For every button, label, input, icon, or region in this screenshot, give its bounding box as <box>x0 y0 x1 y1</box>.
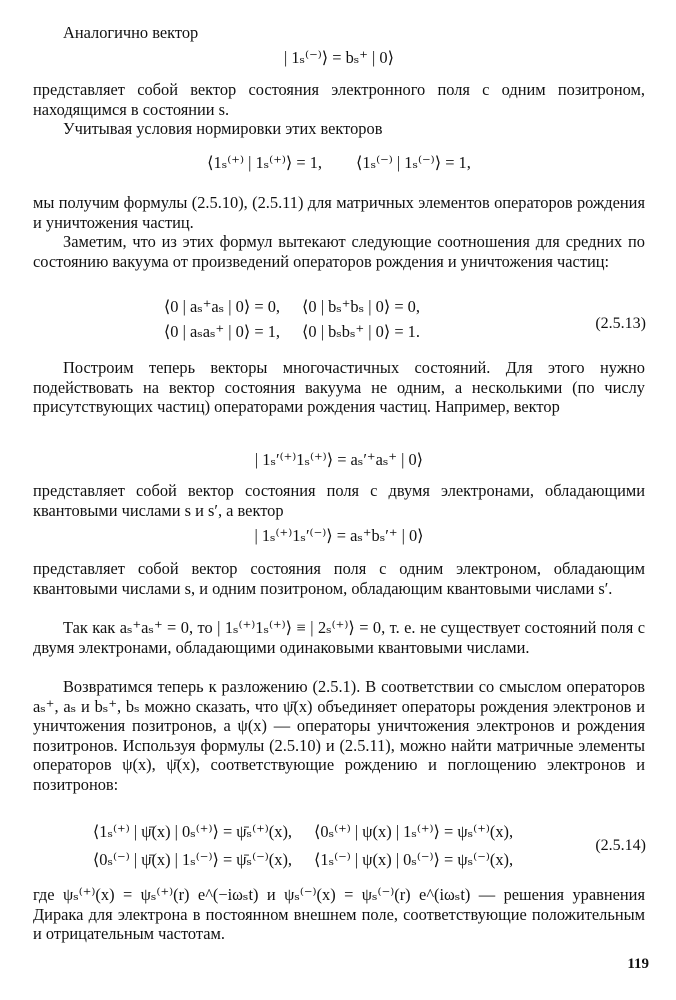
paragraph-4: мы получим формулы (2.5.10), (2.5.11) для матричных элементов операторов рождения и уничтожения частиц. <box>33 193 645 232</box>
equation-6d: ⟨1ₛ⁽⁻⁾ | ψ(x) | 0ₛ⁽⁻⁾⟩ = ψₛ⁽⁻⁾(x), <box>314 850 514 869</box>
equation-3-number: (2.5.13) <box>595 315 646 332</box>
equation-2a: ⟨1ₛ⁽⁺⁾ | 1ₛ⁽⁺⁾⟩ = 1, <box>207 153 322 172</box>
equation-3-row-1 <box>120 297 550 317</box>
equation-6-number: (2.5.14) <box>595 837 646 854</box>
equation-1: | 1ₛ⁽⁻⁾⟩ = bₛ⁺ | 0⟩ <box>283 48 395 67</box>
page-number: 119 <box>627 956 649 972</box>
equation-3d: ⟨0 | bₛbₛ⁺ | 0⟩ = 1. <box>302 322 420 341</box>
paragraph-2: представляет собой вектор состояния электронного поля с одним позитроном, находящимся в состоянии s. <box>33 80 645 119</box>
equation-6c: ⟨0ₛ⁽⁻⁾ | ψ̄(x) | 1ₛ⁽⁻⁾⟩ = ψ̄ₛ⁽⁻⁾(x), <box>92 850 292 869</box>
paragraph-11: где ψₛ⁽⁺⁾(x) = ψₛ⁽⁺⁾(r) e^(−iωₛt) и ψₛ⁽⁻⁾(x) = ψₛ⁽⁻⁾(r) e^(iωₛt) — решения уравнения Дирака для электрона в постоянном внешнем поле, соответствующие положительным и отрицательным частотам. <box>33 885 645 943</box>
equation-3b: ⟨0 | bₛ⁺bₛ | 0⟩ = 0, <box>302 297 420 316</box>
equation-6-row-1 <box>33 822 573 842</box>
paragraph-5: Заметим, что из этих формул вытекают следующие соотношения для средних по состоянию вакуума от произведений операторов рождения и уничтожения частиц: <box>33 232 645 271</box>
equation-6b: ⟨0ₛ⁽⁺⁾ | ψ(x) | 1ₛ⁽⁺⁾⟩ = ψₛ⁽⁺⁾(x), <box>314 822 514 841</box>
equation-3a: ⟨0 | aₛ⁺aₛ | 0⟩ = 0, <box>163 297 280 316</box>
paragraph-7: представляет собой вектор состояния поля с двумя электронами, обладающими квантовыми числами s и s′, а вектор <box>33 481 645 520</box>
paragraph-1: Аналогично вектор <box>63 23 199 42</box>
equation-3-row-2 <box>120 322 550 342</box>
equation-3c: ⟨0 | aₛaₛ⁺ | 0⟩ = 1, <box>163 322 280 341</box>
paragraph-10: Возвратимся теперь к разложению (2.5.1). В соответствии со смыслом операторов aₛ⁺, aₛ и bₛ⁺, bₛ можно сказать, что ψ̄(x) объединяет операторы рождения электронов и уничтожения позитронов, а ψ(x) — операторы уничтожения электронов и рождения позитронов. Используя формулы (2.5.10) и (2.5.11), можно найти матричные элементы операторов ψ(x), ψ̄(x), соответствующие рождению и поглощению электронов и позитронов: <box>33 677 645 794</box>
paragraph-9: Так как aₛ⁺aₛ⁺ = 0, то | 1ₛ⁽⁺⁾1ₛ⁽⁺⁾⟩ ≡ | 2ₛ⁽⁺⁾⟩ = 0, т. е. не существует состояний поля с двумя электронами, обладающими одинаковыми квантовыми числами. <box>33 618 645 657</box>
paragraph-6: Построим теперь векторы многочастичных состояний. Для этого нужно подействовать на вектор состояния вакуума не одним, а несколькими (по числу присутствующих частиц) операторами рождения частиц. Например, вектор <box>33 358 645 416</box>
equation-2b: ⟨1ₛ⁽⁻⁾ | 1ₛ⁽⁻⁾⟩ = 1, <box>356 153 471 172</box>
equation-5: | 1ₛ⁽⁺⁾1ₛ′⁽⁻⁾⟩ = aₛ⁺bₛ′⁺ | 0⟩ <box>254 526 424 545</box>
equation-6a: ⟨1ₛ⁽⁺⁾ | ψ̄(x) | 0ₛ⁽⁺⁾⟩ = ψ̄ₛ⁽⁺⁾(x), <box>92 822 292 841</box>
equation-2 <box>33 153 645 173</box>
equation-4: | 1ₛ′⁽⁺⁾1ₛ⁽⁺⁾⟩ = aₛ′⁺aₛ⁺ | 0⟩ <box>254 450 424 469</box>
paragraph-3: Учитывая условия нормировки этих векторов <box>63 119 383 138</box>
paragraph-8: представляет собой вектор состояния поля с одним электроном, обладающим квантовыми числами s, и одним позитроном, обладающим квантовыми числами s′. <box>33 559 645 598</box>
equation-6-row-2 <box>33 850 573 870</box>
